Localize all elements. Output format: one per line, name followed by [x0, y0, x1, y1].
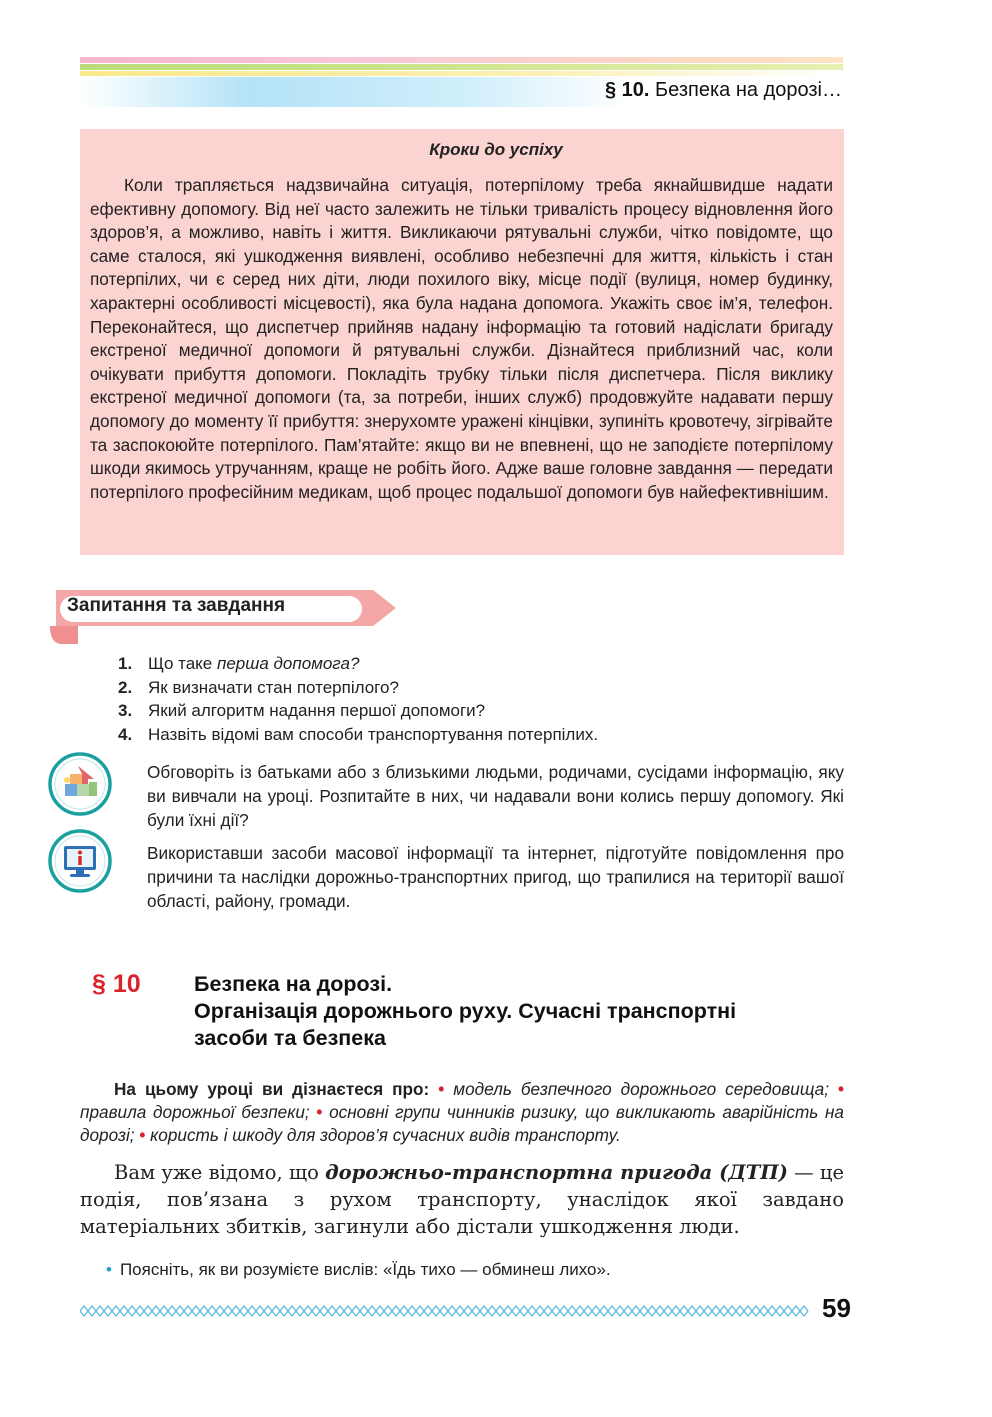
- section-title-line: засоби та безпека: [194, 1026, 386, 1050]
- question-number: 2.: [118, 677, 133, 697]
- question-text: Що таке: [148, 654, 217, 673]
- questions-heading: Запитання та завдання: [67, 595, 286, 616]
- intro-term: дорожньо-транспортна пригода (ДТП): [325, 1161, 788, 1184]
- question-term: перша допомога?: [216, 654, 360, 673]
- header-stripe-yellow: [80, 71, 843, 76]
- lesson-topic: основні групи чинників ризику, що викликають аварійність на дорозі;: [80, 1102, 844, 1146]
- header-stripe-green: [80, 64, 843, 70]
- bullet-icon: •: [106, 1260, 112, 1279]
- lesson-goals: [80, 1078, 844, 1148]
- intro-paragraph: [80, 1159, 844, 1240]
- steps-box-body: Коли трапляється надзвичайна ситуація, потерпілому треба якнайшвидше надати ефективну допомогу. Від неї часто залежить не тільки тривалість процесу відновлення його здоров’я, а можливо, навіть і життя. Викликаючи рятувальні служби, чітко повідомте, що саме сталося, які ушкодження виявлені, особливо небезпечні для життя, кількість і стан потерпілих, чи є серед них діти, люди похилого віку, місце події (вулиця, номер будинку, характерні особливості місцевості), яка була надана допомога. Укажіть своє ім’я, телефон. Переконайтеся, що диспетчер прийняв надану інформацію та готовий надіслати бригаду екстреної медичної допомоги й рятувальні служби. Дізнайтеся приблизний час, коли очікувати прибуття допомоги. Покладіть трубку тільки після диспетчера. Після виклику екстреної медичної допомоги (та, за потреби, інших служб) продовжуйте надавати першу допомогу до моменту її прибуття: знерухомте уражені кінцівки, зупиніть кровотечу, зігрівайте та заспокоюйте потерпілого. Пам’ятайте: якщо ви не впевнені, що не заподієте потерпілому шкоди якимось утручанням, краще не робіть його. Адже ваше головне завдання — передати потерпілого професійним медикам, щоб процес подальшої допомоги був найефективнішим.: [90, 175, 833, 502]
- intro-text: — це подія, пов’язана з рухом транспорту, унаслідок якої завдано матеріальних збитків, загинули або дістали ушкодження люди.: [80, 1161, 844, 1238]
- header-stripe-pink: [80, 57, 843, 63]
- question-number: 3.: [118, 701, 133, 721]
- intro-text: Вам уже відомо, що: [114, 1161, 326, 1184]
- steps-box-title: Кроки до успіху: [429, 140, 563, 159]
- puzzle-house-icon: [48, 752, 112, 816]
- question-text: Який алгоритм надання першої допомоги?: [148, 701, 486, 721]
- question-number: 4.: [118, 724, 133, 744]
- info-monitor-icon: [48, 829, 112, 893]
- lesson-topic: користь і шкоду для здоров’я сучасних видів транспорту.: [150, 1125, 621, 1146]
- lesson-goals-lead: На цьому уроці ви дізнаєтеся про:: [114, 1079, 430, 1099]
- footer-zigzag-border: [80, 1304, 812, 1318]
- question-text: Як визначати стан потерпілого?: [148, 677, 399, 697]
- question-text: Назвіть відомі вам способи транспортування потерпілих.: [148, 724, 599, 744]
- running-head-title: Безпека на дорозі…: [655, 79, 842, 101]
- lesson-topic: модель безпечного дорожнього середовища;: [453, 1079, 829, 1099]
- bullet-icon: •: [139, 1125, 146, 1146]
- bullet-icon: •: [316, 1102, 323, 1123]
- list-item: [118, 699, 598, 723]
- media-task: Використавши засоби масової інформації та інтернет, підготуйте повідомлення про причини та наслідки дорожньо-транспортних пригод, що трапилися на території вашої області, району, громади.: [147, 843, 844, 911]
- page-number: 59: [822, 1293, 851, 1323]
- explain-text: Поясніть, як ви розумієте вислів: «Їдь тихо — обминеш лихо».: [119, 1260, 611, 1279]
- lesson-topic: правила дорожньої безпеки;: [80, 1102, 310, 1123]
- questions-list: [118, 652, 598, 746]
- list-item: [118, 652, 598, 676]
- running-head: [605, 79, 842, 102]
- explain-task: [106, 1260, 611, 1280]
- list-item: [118, 676, 598, 700]
- section-title: [194, 971, 736, 1052]
- list-item: [118, 723, 598, 747]
- section-number: § 10: [92, 970, 141, 998]
- running-head-section: § 10.: [605, 79, 650, 101]
- section-title-line: Безпека на дорозі.: [194, 972, 393, 996]
- section-title-line: Організація дорожнього руху. Сучасні транспортні: [194, 999, 737, 1023]
- bullet-icon: •: [438, 1079, 445, 1099]
- bullet-icon: •: [838, 1079, 845, 1099]
- question-number: 1.: [118, 654, 133, 673]
- family-task: Обговоріть із батьками або з близькими людьми, родичами, сусідами інформацію, яку ви вивчали на уроці. Розпитайте в них, чи надавали вони колись першу допомогу. Які були їхні дії?: [147, 762, 844, 830]
